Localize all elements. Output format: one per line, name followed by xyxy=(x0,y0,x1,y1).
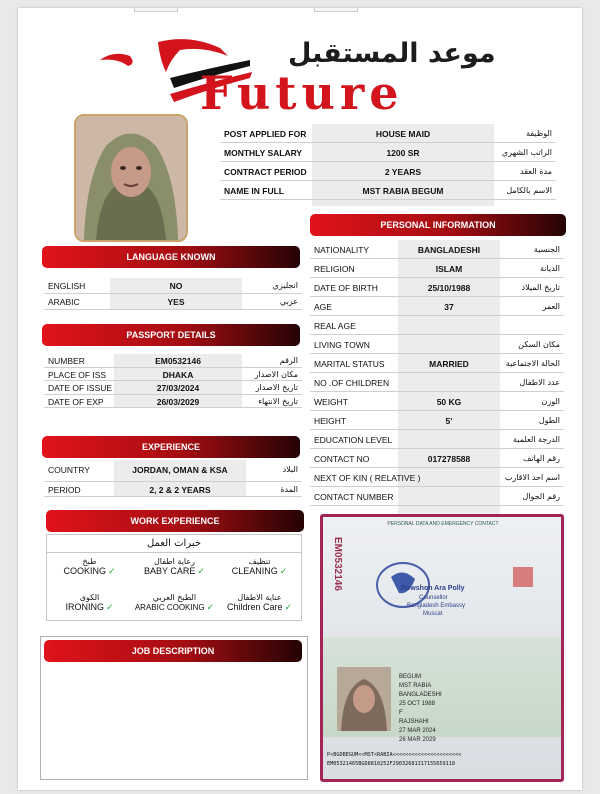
passport-table xyxy=(44,354,302,408)
top-edge-button[interactable] xyxy=(314,8,358,12)
job-description-banner: JOB DESCRIPTION xyxy=(44,640,302,662)
passport-scan xyxy=(320,514,564,782)
personal-row: DATE OF BIRTH 25/10/1988 تاريخ الميلاد xyxy=(310,278,564,297)
logo-arabic-text: موعد المستقبل xyxy=(288,38,496,69)
personal-row: LIVING TOWN مكان السكن xyxy=(310,335,564,354)
passport-row: DATE OF EXP 26/03/2029 تاريخ الانتهاء xyxy=(44,395,302,409)
personal-row: HEIGHT 5’ الطول xyxy=(310,411,564,430)
top-info-row: NAME IN FULL MST RABIA BEGUM الاسم بالكامل xyxy=(220,181,556,200)
personal-row: NO .OF CHILDREN عدد الاطفال xyxy=(310,373,564,392)
experience-row: PERIOD 2, 2 & 2 YEARS المدة xyxy=(44,482,302,497)
personal-row: MARITAL STATUS MARRIED الحالة الاجتماعية xyxy=(310,354,564,373)
check-icon: ✓ xyxy=(197,566,205,576)
passport-photo-image xyxy=(337,667,391,731)
language-row: ENGLISH NO انجليزي xyxy=(44,278,302,294)
candidate-photo xyxy=(74,114,188,242)
stamp-line-1: Rowshon Ara Polly xyxy=(401,585,465,592)
passport-row: NUMBER EM0532146 الرقم xyxy=(44,354,302,368)
work-experience-banner: WORK EXPERIENCE xyxy=(46,510,304,532)
passport-side-number: EM0532146 xyxy=(332,537,343,591)
experience-table xyxy=(44,460,302,497)
personal-row: NATIONALITY BANGLADESHI الجنسية xyxy=(310,240,564,259)
passport-banner: PASSPORT DETAILS xyxy=(42,324,300,346)
language-banner: LANGUAGE KNOWN xyxy=(42,246,300,268)
stamp-line-2: Counsellor xyxy=(419,595,448,601)
check-icon: ✓ xyxy=(107,566,116,576)
personal-row: AGE 37 العمر xyxy=(310,297,564,316)
skill-children-care: عناية الاطفال Children Care ✓ xyxy=(226,593,293,612)
top-edge-button[interactable] xyxy=(134,8,178,12)
cv-page xyxy=(18,8,582,790)
experience-row: COUNTRY JORDAN, OMAN & KSA البلاد xyxy=(44,460,302,482)
skill-cooking: طبخ COOKING ✓ xyxy=(63,557,116,576)
experience-banner: EXPERIENCE xyxy=(42,436,300,458)
personal-row: CONTACT NUMBER رقم الجوال xyxy=(310,487,564,506)
company-logo xyxy=(100,38,560,120)
skill-arabic-cooking: الطبخ العربي ARABIC COOKING ✓ xyxy=(134,593,215,612)
personal-row: WEIGHT 50 KG الوزن xyxy=(310,392,564,411)
personal-row: CONTACT NO 017278588 رقم الهاتف xyxy=(310,449,564,468)
work-skills-heading: خبرات العمل xyxy=(47,535,301,553)
personal-info-banner: PERSONAL INFORMATION xyxy=(310,214,566,236)
candidate-portrait-image xyxy=(76,116,186,240)
check-icon: ✓ xyxy=(206,602,215,612)
passport-row: DATE OF ISSUE 27/03/2024 تاريخ الاصدار xyxy=(44,381,302,395)
top-info-row: POST APPLIED FOR HOUSE MAID الوظيفة xyxy=(220,124,556,143)
personal-row: REAL AGE xyxy=(310,316,564,335)
work-skills-box xyxy=(46,534,302,621)
logo-english-text: Future xyxy=(200,66,404,120)
personal-row: NEXT OF KIN ( RELATIVE ) اسم احد الاقارب xyxy=(310,468,564,487)
check-icon: ✓ xyxy=(105,602,114,612)
passport-mrz: P<BGDBEGUM<<MST<RABIA<<<<<<<<<<<<<<<<<<<<<< EM05321465BGD8810252F29032681317155659118 xyxy=(327,752,462,767)
skill-ironing: الكوى IRONING ✓ xyxy=(65,593,114,612)
top-info-table xyxy=(220,124,556,200)
check-icon: ✓ xyxy=(279,566,288,576)
personal-info-table xyxy=(310,240,564,506)
check-icon: ✓ xyxy=(284,602,293,612)
top-info-row: MONTHLY SALARY 1200 SR الراتب الشهري xyxy=(220,143,556,162)
skill-cleaning: تنظيف CLEANING ✓ xyxy=(231,557,288,576)
language-row: ARABIC YES عربي xyxy=(44,294,302,310)
stamp-line-3: Bangladesh Embassy xyxy=(407,603,466,609)
passport-scan-header: PERSONAL DATA AND EMERGENCY CONTACT xyxy=(387,521,499,527)
skill-baby-care: رعاية اطفال BABY CARE ✓ xyxy=(144,557,205,576)
personal-row: EDUCATION LEVEL الدرجة العلمية xyxy=(310,430,564,449)
passport-row: PLACE OF ISS DHAKA مكان الاصدار xyxy=(44,368,302,382)
personal-row: RELIGION ISLAM الديانة xyxy=(310,259,564,278)
language-table xyxy=(44,278,302,310)
top-info-row: CONTRACT PERIOD 2 YEARS مدة العقد xyxy=(220,162,556,181)
stamp-line-4: Muscat xyxy=(423,611,443,617)
passport-fields: BEGUM MST RABIA BANGLADESHI 25 OCT 1988 F RAJSHAHI 27 MAR 2024 26 MAR 2029 xyxy=(399,674,442,743)
